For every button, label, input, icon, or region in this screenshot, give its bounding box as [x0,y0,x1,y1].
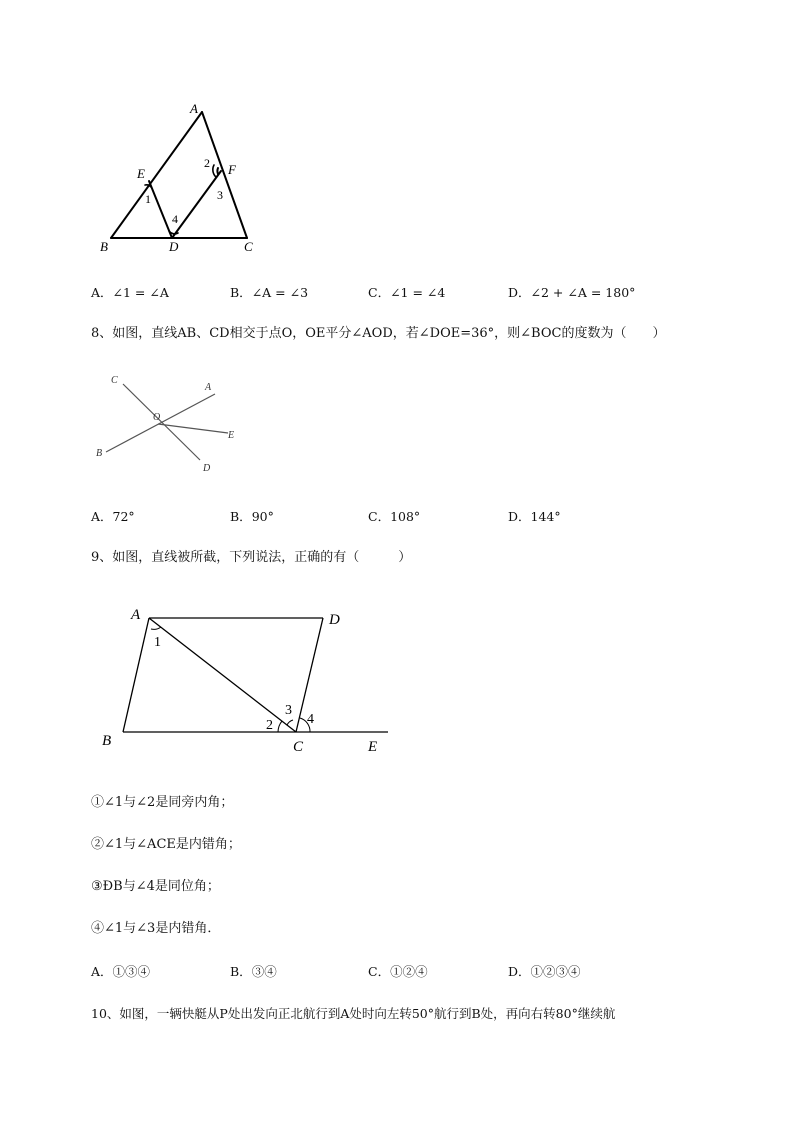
label-d: D [203,463,211,474]
label-a: A [205,382,212,393]
label-e: E [228,430,235,441]
q8-option-c[interactable]: C．108° [368,509,421,524]
q9-option-b[interactable]: B．③④ [230,964,277,979]
angle-label-1: 1 [145,192,151,206]
q7-option-c[interactable]: C．∠1 = ∠4 [368,285,446,300]
intersecting-lines-figure-q8 [90,370,250,480]
vertex-label-c: C [244,239,253,254]
label-b: B [96,448,103,459]
angle-label-4: 4 [307,712,314,727]
angle-label-4: 4 [172,212,178,226]
vertex-label-e: E [137,166,145,181]
question-8-stem: 8、如图，直线AB、CD相交于点O，OE平分∠AOD，若∠DOE=36°，则∠BOC的度数为（ ） [91,326,666,341]
q9-option-d[interactable]: D．①②③④ [508,964,581,979]
q9-statement-2: ②∠1与∠ACE是内错角； [91,837,241,852]
angle-label-2: 2 [204,156,210,170]
vertex-label-a: A [131,607,141,623]
q9-statement-4: ④∠1与∠3是内错角． [91,921,221,936]
vertex-label-d: D [169,239,179,254]
q9-statement-1: ①∠1与∠2是同旁内角； [91,795,234,810]
label-c: C [111,375,118,386]
vertex-label-e: E [368,739,378,755]
label-o: O [153,412,161,423]
q7-option-a[interactable]: A．∠1 = ∠A [91,285,169,300]
q7-option-b[interactable]: B．∠A = ∠3 [230,285,309,300]
parallelogram-figure-q9 [95,598,395,758]
q7-option-d[interactable]: D．∠2 + ∠A = 180° [508,285,636,300]
question-9-stem: 9、如图，直线被所截，下列说法，正确的有（ ） [91,550,412,565]
question-10-stem: 10、如图，一辆快艇从P处出发向正北航行到A处时向左转50°航行到B处，再向右转80°继续航 [91,1006,616,1021]
angle-label-1: 1 [154,635,161,650]
vertex-label-c: C [293,739,304,755]
q9-statement-3: ③ÐB与∠4是同位角； [91,879,220,894]
angle-label-3: 3 [217,188,223,202]
vertex-label-b: B [102,733,112,749]
vertex-label-f: F [228,162,236,177]
triangle-figure-q7 [90,95,270,260]
vertex-label-b: B [100,239,108,254]
angle-label-3: 3 [285,703,292,718]
vertex-label-a: A [190,101,198,116]
q8-option-d[interactable]: D．144° [508,509,561,524]
q9-option-a[interactable]: A．①③④ [91,964,151,979]
angle-label-2: 2 [266,718,273,733]
q8-option-a[interactable]: A．72° [91,509,135,524]
q8-option-b[interactable]: B．90° [230,509,274,524]
vertex-label-d: D [329,612,340,628]
q9-option-c[interactable]: C．①②④ [368,964,428,979]
